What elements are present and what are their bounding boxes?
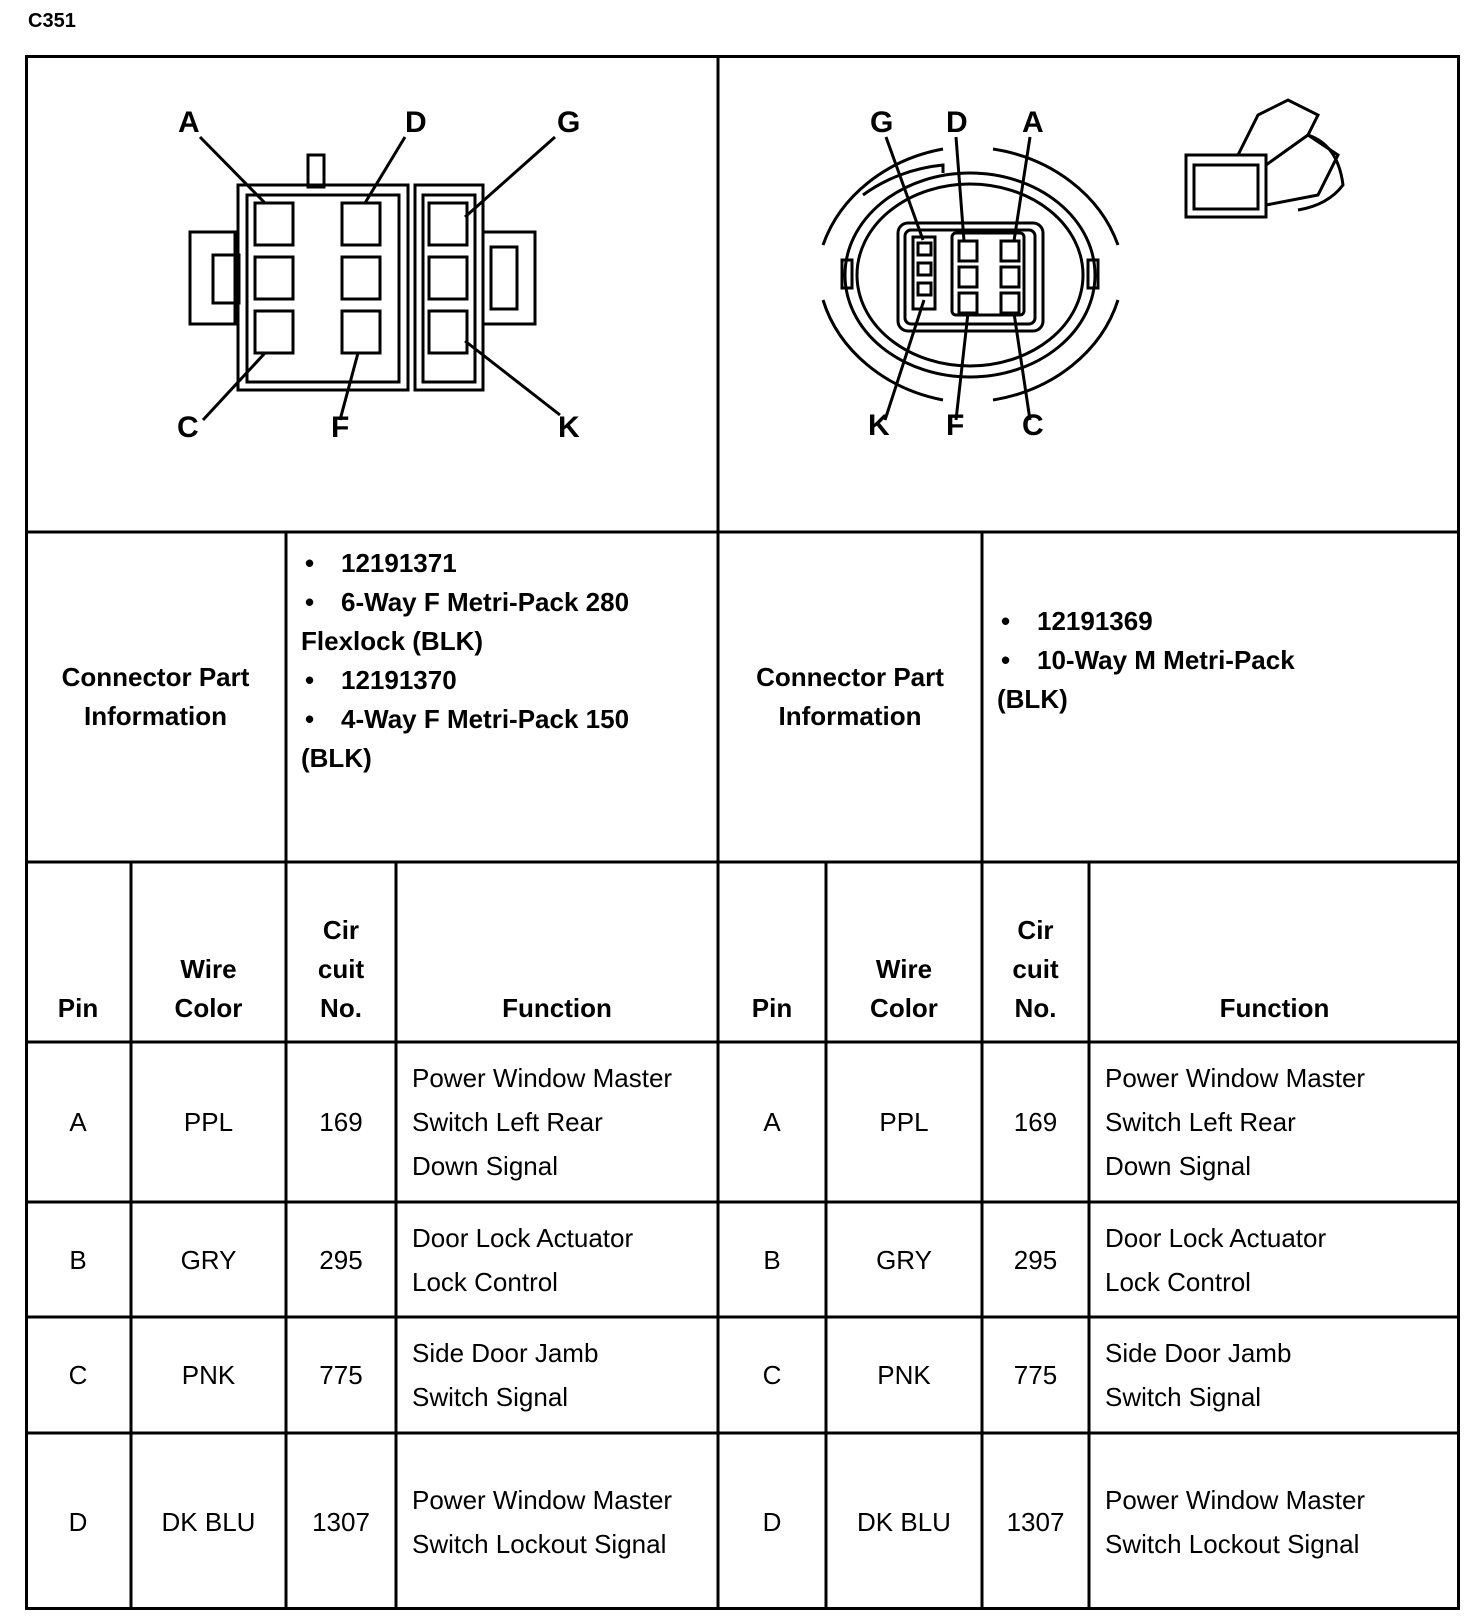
part-info-list-left xyxy=(286,532,718,862)
circuit-cell: 295 xyxy=(319,1244,363,1275)
header-wire-color: Wire Color xyxy=(174,954,243,1023)
function-line: Switch Left Rear xyxy=(412,1107,603,1137)
circuit-cell: 1307 xyxy=(1006,1506,1065,1537)
header-function: Function xyxy=(502,993,612,1023)
label-D: D xyxy=(946,106,968,139)
function-line: Down Signal xyxy=(1105,1151,1251,1181)
function-cell xyxy=(1089,1317,1460,1433)
left-connector-diagram xyxy=(25,55,718,532)
function-line: Power Window Master xyxy=(1105,1063,1366,1093)
wire-color-cell: GRY xyxy=(876,1244,932,1275)
function-cell xyxy=(1089,1433,1460,1610)
pin-cell: D xyxy=(762,1506,782,1537)
circuit-cell: 1307 xyxy=(312,1506,370,1537)
wire-color-cell: PPL xyxy=(183,1107,234,1137)
header-pin: Pin xyxy=(751,993,793,1023)
function-line: Power Window Master xyxy=(1105,1484,1366,1515)
label-K: K xyxy=(868,409,890,442)
circuit-cell: 295 xyxy=(1013,1244,1058,1275)
part-info-item: • 12191370 xyxy=(301,661,629,700)
function-cell xyxy=(1089,1042,1460,1202)
connector-table xyxy=(25,55,1460,1610)
header-pin: Pin xyxy=(57,993,99,1023)
part-info-item: (BLK) xyxy=(301,743,372,773)
wire-color-cell: PNK xyxy=(877,1360,931,1390)
wire-color-cell: GRY xyxy=(180,1244,237,1275)
function-line: Door Lock Actuator xyxy=(412,1222,634,1253)
label-C: C xyxy=(177,411,199,444)
function-line: Switch Signal xyxy=(1105,1382,1262,1412)
function-line: Lock Control xyxy=(1105,1266,1251,1297)
pin-cell: A xyxy=(69,1107,87,1137)
wire-color-cell: DK BLU xyxy=(161,1506,256,1537)
function-line: Down Signal xyxy=(412,1151,558,1181)
pin-cell: B xyxy=(69,1244,87,1275)
function-cell xyxy=(396,1317,718,1433)
pin-cell: A xyxy=(763,1107,781,1137)
function-line: Power Window Master xyxy=(412,1484,673,1515)
part-info-item: • 12191371 xyxy=(301,544,629,583)
header-circuit: Cir cuit No. xyxy=(317,915,365,1023)
function-line: Power Window Master xyxy=(412,1063,673,1093)
circuit-cell: 775 xyxy=(1013,1360,1058,1390)
part-info-list-right xyxy=(982,532,1460,862)
wire-color-cell: DK BLU xyxy=(857,1506,951,1537)
pin-cell: C xyxy=(68,1360,88,1390)
pin-cell: D xyxy=(68,1506,88,1537)
right-connector-diagram xyxy=(718,55,1460,532)
part-info-item: • 6-Way F Metri-Pack 280 xyxy=(301,583,629,622)
circuit-cell: 169 xyxy=(319,1107,363,1137)
function-cell xyxy=(396,1433,718,1610)
function-line: Side Door Jamb xyxy=(1105,1338,1292,1368)
circuit-cell: 169 xyxy=(1013,1107,1058,1137)
label-C: C xyxy=(1022,409,1044,442)
part-info-item: • 4-Way F Metri-Pack 150 xyxy=(301,700,629,739)
function-cell xyxy=(396,1202,718,1317)
label-F: F xyxy=(331,411,350,444)
function-cell xyxy=(1089,1202,1460,1317)
function-cell xyxy=(396,1042,718,1202)
wire-color-cell: PNK xyxy=(181,1360,236,1390)
function-line: Switch Lockout Signal xyxy=(412,1528,667,1559)
circuit-cell: 775 xyxy=(319,1360,363,1390)
function-line: Switch Lockout Signal xyxy=(1105,1528,1360,1559)
label-K: K xyxy=(558,411,580,444)
part-info-item: • 10-Way M Metri-Pack xyxy=(997,641,1295,680)
part-info-label-left: Connector Part Information xyxy=(61,662,250,731)
connector-id: C351 xyxy=(28,10,76,32)
header-circuit: Cir cuit No. xyxy=(1012,915,1059,1023)
label-G: G xyxy=(557,106,581,139)
label-D: D xyxy=(405,106,427,139)
part-info-label-right: Connector Part Information xyxy=(756,662,944,731)
pin-cell: B xyxy=(763,1244,781,1275)
part-info-item: (BLK) xyxy=(997,684,1068,714)
label-A: A xyxy=(1022,106,1044,139)
label-G: G xyxy=(870,106,894,139)
wire-color-cell: PPL xyxy=(879,1107,929,1137)
function-line: Door Lock Actuator xyxy=(1105,1222,1327,1253)
function-line: Lock Control xyxy=(412,1266,558,1297)
label-A: A xyxy=(178,106,200,139)
header-function: Function xyxy=(1219,993,1330,1023)
pin-cell: C xyxy=(762,1360,782,1390)
function-line: Switch Left Rear xyxy=(1105,1107,1296,1137)
header-wire-color: Wire Color xyxy=(870,954,938,1023)
function-line: Side Door Jamb xyxy=(412,1338,599,1368)
connector-thumbnail-icon xyxy=(1186,100,1343,217)
function-line: Switch Signal xyxy=(412,1382,569,1412)
part-info-item: Flexlock (BLK) xyxy=(301,626,484,656)
label-F: F xyxy=(946,409,965,442)
part-info-item: • 12191369 xyxy=(997,602,1295,641)
